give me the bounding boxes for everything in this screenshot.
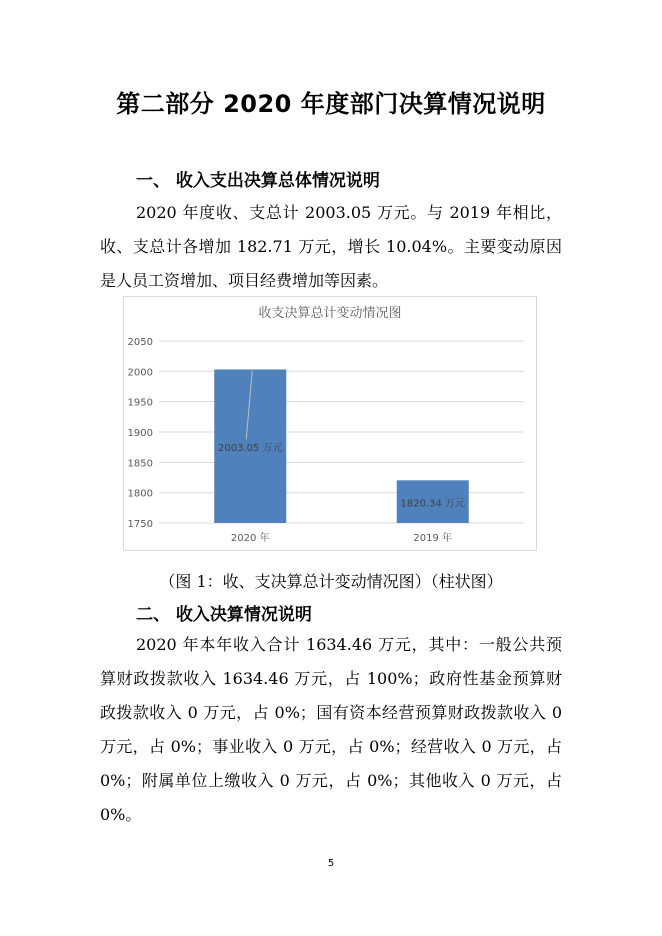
section1-heading: 一、 收入支出决算总体情况说明 [136,171,380,191]
x-tick-label: 2019 年 [413,533,453,544]
data-label: 1820.34 万元 [400,498,466,510]
section2-heading: 二、 收入决算情况说明 [136,605,312,625]
bar-chart [124,297,536,550]
x-tick-label: 2020 年 [230,533,270,544]
page-title: 第二部分 2020 年度部门决算情况说明 [116,90,546,118]
y-tick-label: 1900 [127,428,153,439]
y-tick-label: 2050 [127,337,153,348]
chart-caption: （图 1：收、支决算总计变动情况图）（柱状图） [159,572,503,591]
section2-paragraph: 2020 年本年收入合计 1634.46 万元，其中：一般公共预算财政拨款收入 1634.46 万元，占 100%；政府性基金预算财政拨款收入 0 万元，占 0%；国有资本经营预算财政拨款收入 0 万元，占 0%；事业收入 0 万元，占 0%；经营收入 0 万元，占 0%；附属单位上缴收入 0 万元，占 0%；其他收入 0 万元，占 0%。 [100,635,562,824]
y-tick-label: 1950 [127,397,153,409]
y-tick-label: 1850 [127,458,153,470]
page-number: 5 [327,858,335,869]
chart-title: 收支决算总计变动情况图 [258,306,402,321]
section1-paragraph: 2020 年度收、支总计 2003.05 万元。与 2019 年相比，收、支总计各增加 182.71 万元，增长 10.04%。主要变动原因是人员工资增加、项目经费增加等因素。 [100,203,562,290]
y-tick-label: 1800 [127,488,153,500]
y-tick-label: 2000 [127,367,153,379]
y-tick-label: 1750 [127,519,153,530]
chart-container [123,296,537,551]
data-label: 2003.05 万元 [217,443,283,455]
